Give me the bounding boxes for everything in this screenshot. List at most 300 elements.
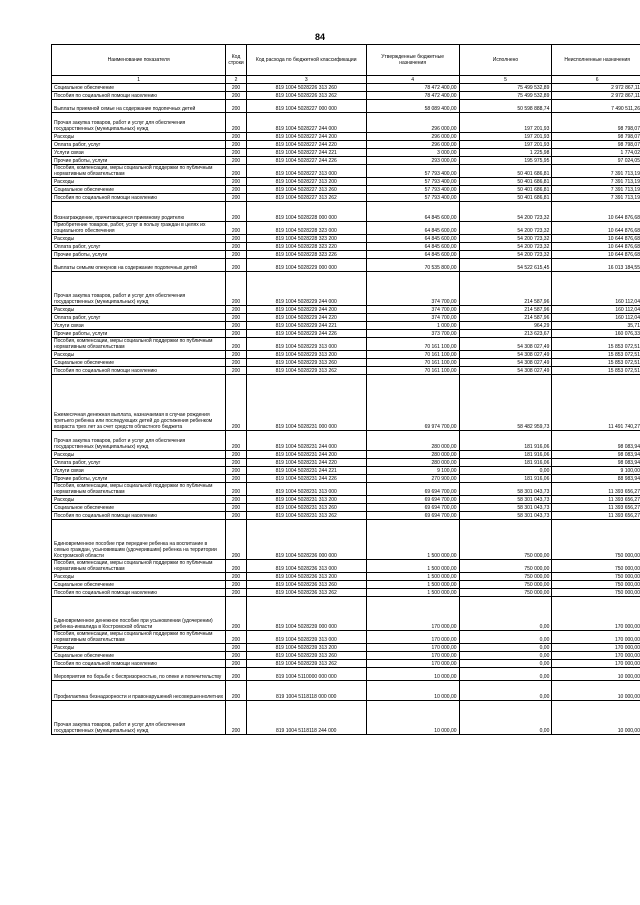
approved-amount-cell: 70 535 800,00 (366, 259, 459, 272)
unexecuted-amount-cell: 98 798,07 (552, 133, 640, 141)
line-code-cell: 200 (226, 306, 246, 314)
unexecuted-amount-cell: 88 983,94 (552, 475, 640, 483)
indicator-name-cell: Прочие работы, услуги (52, 251, 226, 259)
unexecuted-amount-cell: 10 644 876,68 (552, 222, 640, 235)
expense-code-cell: 819 1004 5028226 313 260 (246, 84, 366, 92)
executed-amount-cell: 54 200 723,32 (459, 202, 552, 222)
executed-amount-cell: 54 308 027,49 (459, 359, 552, 367)
unexecuted-amount-cell: 7 391 713,19 (552, 165, 640, 178)
header-executed: Исполнено (459, 45, 552, 76)
unexecuted-amount-cell: 7 391 713,19 (552, 194, 640, 202)
line-code-cell: 200 (226, 631, 246, 644)
column-number: 4 (366, 76, 459, 84)
table-row (52, 235, 640, 243)
approved-amount-cell: 296 000,00 (366, 141, 459, 149)
unexecuted-amount-cell: 10 000,00 (552, 701, 640, 735)
unexecuted-amount-cell: 160 112,04 (552, 306, 640, 314)
table-row (52, 243, 640, 251)
indicator-name-cell: Социальное обеспечение (52, 652, 226, 660)
executed-amount-cell: 0,00 (459, 660, 552, 668)
indicator-name-cell: Профилактика безнадзорности и правонарушений несовершеннолетних (52, 681, 226, 701)
unexecuted-amount-cell: 750 000,00 (552, 589, 640, 597)
approved-amount-cell: 9 100,00 (366, 467, 459, 475)
indicator-name-cell: Пособия по социальной помощи населению (52, 660, 226, 668)
table-row (52, 631, 640, 644)
approved-amount-cell: 70 161 100,00 (366, 359, 459, 367)
unexecuted-amount-cell: 11 393 656,27 (552, 483, 640, 496)
approved-amount-cell: 3 000,00 (366, 149, 459, 157)
line-code-cell: 200 (226, 467, 246, 475)
line-code-cell: 200 (226, 133, 246, 141)
approved-amount-cell: 1 500 000,00 (366, 573, 459, 581)
line-code-cell: 200 (226, 573, 246, 581)
approved-amount-cell: 373 700,00 (366, 330, 459, 338)
unexecuted-amount-cell: 750 000,00 (552, 581, 640, 589)
indicator-name-cell: Пособия, компенсации, меры социальной поддержки по публичным нормативным обязательствам (52, 338, 226, 351)
executed-amount-cell: 0,00 (459, 597, 552, 631)
expense-code-cell: 819 1004 5028239 313 262 (246, 660, 366, 668)
indicator-name-cell: Прочие работы, услуги (52, 157, 226, 165)
table-row (52, 359, 640, 367)
indicator-name-cell: Пособия, компенсации, меры социальной поддержки по публичным нормативным обязательствам (52, 631, 226, 644)
indicator-name-cell: Социальное обеспечение (52, 359, 226, 367)
approved-amount-cell: 58 089 400,00 (366, 100, 459, 113)
line-code-cell: 200 (226, 84, 246, 92)
approved-amount-cell: 78 472 400,00 (366, 84, 459, 92)
expense-code-cell: 819 1004 5028231 244 000 (246, 431, 366, 451)
indicator-name-cell: Расходы (52, 644, 226, 652)
line-code-cell: 200 (226, 668, 246, 681)
unexecuted-amount-cell: 170 000,00 (552, 652, 640, 660)
expense-code-cell: 819 1004 5028239 313 260 (246, 652, 366, 660)
executed-amount-cell: 750 000,00 (459, 560, 552, 573)
table-row (52, 475, 640, 483)
table-row (52, 560, 640, 573)
unexecuted-amount-cell: 10 644 876,68 (552, 235, 640, 243)
line-code-cell: 200 (226, 589, 246, 597)
line-code-cell: 200 (226, 202, 246, 222)
column-number: 6 (552, 76, 640, 84)
indicator-name-cell: Услуги связи (52, 467, 226, 475)
unexecuted-amount-cell: 10 000,00 (552, 668, 640, 681)
expense-code-cell: 819 1004 5028227 244 200 (246, 133, 366, 141)
line-code-cell: 200 (226, 222, 246, 235)
table-row (52, 251, 640, 259)
indicator-name-cell: Прочая закупка товаров, работ и услуг для обеспечения государственных (муниципальных) нужд (52, 272, 226, 306)
expense-code-cell: 819 1004 5118118 244 000 (246, 701, 366, 735)
line-code-cell: 200 (226, 660, 246, 668)
header-approved: Утвержденные бюджетные назначения (366, 45, 459, 76)
table-row (52, 520, 640, 560)
table-row (52, 467, 640, 475)
table-row (52, 100, 640, 113)
unexecuted-amount-cell: 10 644 876,68 (552, 243, 640, 251)
approved-amount-cell: 64 845 600,00 (366, 243, 459, 251)
table-row (52, 194, 640, 202)
table-row (52, 597, 640, 631)
table-row (52, 660, 640, 668)
unexecuted-amount-cell: 98 798,07 (552, 141, 640, 149)
executed-amount-cell: 58 301 043,73 (459, 512, 552, 520)
indicator-name-cell: Пособия, компенсации, меры социальной поддержки по публичным нормативным обязательствам (52, 560, 226, 573)
unexecuted-amount-cell: 160 112,04 (552, 314, 640, 322)
approved-amount-cell: 64 845 600,00 (366, 202, 459, 222)
executed-amount-cell: 214 587,96 (459, 306, 552, 314)
line-code-cell: 200 (226, 186, 246, 194)
unexecuted-amount-cell: 15 853 072,51 (552, 338, 640, 351)
executed-amount-cell: 214 587,96 (459, 272, 552, 306)
table-body (52, 84, 640, 735)
column-number: 3 (246, 76, 366, 84)
unexecuted-amount-cell: 170 000,00 (552, 644, 640, 652)
line-code-cell: 200 (226, 149, 246, 157)
line-code-cell: 200 (226, 113, 246, 133)
unexecuted-amount-cell: 11 393 656,27 (552, 504, 640, 512)
line-code-cell: 200 (226, 367, 246, 375)
executed-amount-cell: 750 000,00 (459, 581, 552, 589)
executed-amount-cell: 54 200 723,32 (459, 235, 552, 243)
approved-amount-cell: 374 700,00 (366, 314, 459, 322)
unexecuted-amount-cell: 11 393 656,27 (552, 496, 640, 504)
expense-code-cell: 819 1004 5028229 244 200 (246, 306, 366, 314)
indicator-name-cell: Пособия по социальной помощи населению (52, 194, 226, 202)
executed-amount-cell: 50 598 888,74 (459, 100, 552, 113)
unexecuted-amount-cell: 7 490 511,26 (552, 100, 640, 113)
indicator-name-cell: Приобретение товаров, работ, услуг в пользу граждан в целях их социального обеспечения (52, 222, 226, 235)
line-code-cell: 200 (226, 314, 246, 322)
executed-amount-cell: 0,00 (459, 631, 552, 644)
unexecuted-amount-cell: 98 083,94 (552, 451, 640, 459)
expense-code-cell: 819 1004 5028231 244 226 (246, 475, 366, 483)
unexecuted-amount-cell: 35,71 (552, 322, 640, 330)
line-code-cell: 200 (226, 178, 246, 186)
line-code-cell: 200 (226, 504, 246, 512)
expense-code-cell: 819 1004 5118118 000 000 (246, 681, 366, 701)
approved-amount-cell: 64 845 600,00 (366, 251, 459, 259)
column-number: 5 (459, 76, 552, 84)
line-code-cell: 200 (226, 165, 246, 178)
unexecuted-amount-cell: 97 024,05 (552, 157, 640, 165)
header-unexecuted: Неисполненные назначения (552, 45, 640, 76)
table-row (52, 306, 640, 314)
table-row (52, 573, 640, 581)
indicator-name-cell: Социальное обеспечение (52, 84, 226, 92)
unexecuted-amount-cell: 15 853 072,51 (552, 351, 640, 359)
executed-amount-cell: 195 975,95 (459, 157, 552, 165)
unexecuted-amount-cell: 98 798,07 (552, 113, 640, 133)
expense-code-cell: 819 1004 5028231 244 221 (246, 467, 366, 475)
expense-code-cell: 819 1004 5028227 244 000 (246, 113, 366, 133)
expense-code-cell: 819 1004 5028229 313 260 (246, 359, 366, 367)
unexecuted-amount-cell: 15 853 072,51 (552, 367, 640, 375)
indicator-name-cell: Оплата работ, услуг (52, 141, 226, 149)
table-row (52, 141, 640, 149)
table-header-row (52, 45, 640, 76)
unexecuted-amount-cell: 2 972 867,11 (552, 84, 640, 92)
executed-amount-cell: 197 201,93 (459, 133, 552, 141)
table-row (52, 149, 640, 157)
table-row (52, 451, 640, 459)
table-row (52, 581, 640, 589)
indicator-name-cell: Пособия по социальной помощи населению (52, 367, 226, 375)
line-code-cell: 200 (226, 235, 246, 243)
expense-code-cell: 819 1004 5028231 313 200 (246, 496, 366, 504)
indicator-name-cell: Расходы (52, 235, 226, 243)
indicator-name-cell: Пособия по социальной помощи населению (52, 92, 226, 100)
expense-code-cell: 819 1004 5028239 313 200 (246, 644, 366, 652)
table-row (52, 113, 640, 133)
approved-amount-cell: 69 694 700,00 (366, 483, 459, 496)
table-row (52, 589, 640, 597)
table-row (52, 483, 640, 496)
unexecuted-amount-cell: 1 774,02 (552, 149, 640, 157)
approved-amount-cell: 64 845 600,00 (366, 222, 459, 235)
line-code-cell: 200 (226, 359, 246, 367)
expense-code-cell: 819 1004 5110000 000 000 (246, 668, 366, 681)
indicator-name-cell: Расходы (52, 133, 226, 141)
line-code-cell: 200 (226, 251, 246, 259)
line-code-cell: 200 (226, 322, 246, 330)
unexecuted-amount-cell: 170 000,00 (552, 660, 640, 668)
approved-amount-cell: 78 472 400,00 (366, 92, 459, 100)
line-code-cell: 200 (226, 652, 246, 660)
unexecuted-amount-cell: 11 491 740,27 (552, 375, 640, 431)
executed-amount-cell: 0,00 (459, 681, 552, 701)
executed-amount-cell: 50 401 686,81 (459, 194, 552, 202)
indicator-name-cell: Вознаграждение, причитающееся приемному родителю (52, 202, 226, 222)
unexecuted-amount-cell: 170 000,00 (552, 631, 640, 644)
unexecuted-amount-cell: 10 644 876,68 (552, 251, 640, 259)
table-row (52, 133, 640, 141)
executed-amount-cell: 50 401 686,81 (459, 165, 552, 178)
expense-code-cell: 819 1004 5028229 244 220 (246, 314, 366, 322)
approved-amount-cell: 1 000,00 (366, 322, 459, 330)
approved-amount-cell: 64 845 600,00 (366, 235, 459, 243)
table-row (52, 351, 640, 359)
line-code-cell: 200 (226, 194, 246, 202)
expense-code-cell: 819 1004 5028229 313 200 (246, 351, 366, 359)
indicator-name-cell: Пособия по социальной помощи населению (52, 512, 226, 520)
expense-code-cell: 819 1004 5028236 313 000 (246, 560, 366, 573)
approved-amount-cell: 69 974 700,00 (366, 375, 459, 431)
expense-code-cell: 819 1004 5028227 244 226 (246, 157, 366, 165)
column-number: 2 (226, 76, 246, 84)
executed-amount-cell: 75 499 532,89 (459, 84, 552, 92)
unexecuted-amount-cell: 11 393 656,27 (552, 512, 640, 520)
indicator-name-cell: Выплаты приемной семье на содержание подопечных детей (52, 100, 226, 113)
unexecuted-amount-cell: 750 000,00 (552, 520, 640, 560)
table-row (52, 322, 640, 330)
indicator-name-cell: Социальное обеспечение (52, 581, 226, 589)
expense-code-cell: 819 1004 5028229 244 000 (246, 272, 366, 306)
table-row (52, 459, 640, 467)
expense-code-cell: 819 1004 5028231 244 200 (246, 451, 366, 459)
line-code-cell: 200 (226, 351, 246, 359)
approved-amount-cell: 10 000,00 (366, 681, 459, 701)
approved-amount-cell: 69 694 700,00 (366, 504, 459, 512)
table-row (52, 178, 640, 186)
column-number-row (52, 76, 640, 84)
approved-amount-cell: 1 500 000,00 (366, 581, 459, 589)
budget-execution-table (51, 44, 640, 735)
expense-code-cell: 819 1004 5028228 323 200 (246, 235, 366, 243)
expense-code-cell: 819 1004 5028228 323 220 (246, 243, 366, 251)
table-row (52, 338, 640, 351)
approved-amount-cell: 1 500 000,00 (366, 589, 459, 597)
approved-amount-cell: 293 000,00 (366, 157, 459, 165)
indicator-name-cell: Единовременное денежное пособие при усыновлении (удочерении) ребенка-инвалида в Костромской области (52, 597, 226, 631)
unexecuted-amount-cell: 15 853 072,51 (552, 359, 640, 367)
table-row (52, 165, 640, 178)
executed-amount-cell: 50 401 686,81 (459, 186, 552, 194)
executed-amount-cell: 750 000,00 (459, 589, 552, 597)
executed-amount-cell: 181 916,06 (459, 431, 552, 451)
table-row (52, 84, 640, 92)
indicator-name-cell: Расходы (52, 178, 226, 186)
approved-amount-cell: 70 161 100,00 (366, 338, 459, 351)
expense-code-cell: 819 1004 5028239 313 000 (246, 631, 366, 644)
table-row (52, 259, 640, 272)
approved-amount-cell: 70 161 100,00 (366, 351, 459, 359)
line-code-cell: 200 (226, 483, 246, 496)
expense-code-cell: 819 1004 5028236 000 000 (246, 520, 366, 560)
executed-amount-cell: 214 587,96 (459, 314, 552, 322)
line-code-cell: 200 (226, 496, 246, 504)
indicator-name-cell: Мероприятия по борьбе с беспризорностью, по опеке и попечительству (52, 668, 226, 681)
indicator-name-cell: Пособия, компенсации, меры социальной поддержки по публичным нормативным обязательствам (52, 483, 226, 496)
approved-amount-cell: 57 793 400,00 (366, 194, 459, 202)
unexecuted-amount-cell: 160 076,33 (552, 330, 640, 338)
approved-amount-cell: 57 793 400,00 (366, 178, 459, 186)
approved-amount-cell: 69 694 700,00 (366, 512, 459, 520)
executed-amount-cell: 0,00 (459, 668, 552, 681)
expense-code-cell: 819 1004 5028229 313 000 (246, 338, 366, 351)
approved-amount-cell: 69 694 700,00 (366, 496, 459, 504)
unexecuted-amount-cell: 750 000,00 (552, 560, 640, 573)
approved-amount-cell: 1 500 000,00 (366, 560, 459, 573)
table-row (52, 701, 640, 735)
approved-amount-cell: 10 000,00 (366, 668, 459, 681)
approved-amount-cell: 280 000,00 (366, 451, 459, 459)
unexecuted-amount-cell: 170 000,00 (552, 597, 640, 631)
approved-amount-cell: 10 000,00 (366, 701, 459, 735)
executed-amount-cell: 0,00 (459, 644, 552, 652)
expense-code-cell: 819 1004 5028227 313 260 (246, 186, 366, 194)
executed-amount-cell: 54 200 723,32 (459, 243, 552, 251)
line-code-cell: 200 (226, 560, 246, 573)
executed-amount-cell: 1 225,98 (459, 149, 552, 157)
line-code-cell: 200 (226, 520, 246, 560)
line-code-cell: 200 (226, 272, 246, 306)
approved-amount-cell: 170 000,00 (366, 652, 459, 660)
executed-amount-cell: 54 308 027,49 (459, 367, 552, 375)
executed-amount-cell: 197 201,93 (459, 113, 552, 133)
approved-amount-cell: 170 000,00 (366, 631, 459, 644)
expense-code-cell: 819 1004 5028239 000 000 (246, 597, 366, 631)
table-row (52, 375, 640, 431)
unexecuted-amount-cell: 98 083,94 (552, 459, 640, 467)
table-row (52, 202, 640, 222)
line-code-cell: 200 (226, 597, 246, 631)
table-row (52, 272, 640, 306)
line-code-cell: 200 (226, 330, 246, 338)
executed-amount-cell: 58 482 959,73 (459, 375, 552, 431)
unexecuted-amount-cell: 10 644 876,68 (552, 202, 640, 222)
indicator-name-cell: Прочие работы, услуги (52, 475, 226, 483)
unexecuted-amount-cell: 9 100,00 (552, 467, 640, 475)
expense-code-cell: 819 1004 5028236 313 260 (246, 581, 366, 589)
executed-amount-cell: 58 301 043,73 (459, 483, 552, 496)
executed-amount-cell: 0,00 (459, 701, 552, 735)
indicator-name-cell: Прочая закупка товаров, работ и услуг для обеспечения государственных (муниципальных) нужд (52, 431, 226, 451)
unexecuted-amount-cell: 2 972 867,11 (552, 92, 640, 100)
header-indicator-name: Наименование показателя (52, 45, 226, 76)
indicator-name-cell: Оплата работ, услуг (52, 243, 226, 251)
expense-code-cell: 819 1004 5028231 313 000 (246, 483, 366, 496)
table-row (52, 504, 640, 512)
indicator-name-cell: Социальное обеспечение (52, 186, 226, 194)
table-row (52, 222, 640, 235)
line-code-cell: 200 (226, 475, 246, 483)
expense-code-cell: 819 1004 5028231 244 220 (246, 459, 366, 467)
expense-code-cell: 819 1004 5028236 313 262 (246, 589, 366, 597)
approved-amount-cell: 374 700,00 (366, 306, 459, 314)
page-number: 84 (314, 32, 325, 42)
approved-amount-cell: 170 000,00 (366, 644, 459, 652)
executed-amount-cell: 54 522 615,45 (459, 259, 552, 272)
unexecuted-amount-cell: 160 112,04 (552, 272, 640, 306)
approved-amount-cell: 170 000,00 (366, 597, 459, 631)
line-code-cell: 200 (226, 243, 246, 251)
table-row (52, 367, 640, 375)
table-row (52, 186, 640, 194)
indicator-name-cell: Социальное обеспечение (52, 504, 226, 512)
line-code-cell: 200 (226, 141, 246, 149)
approved-amount-cell: 57 793 400,00 (366, 165, 459, 178)
executed-amount-cell: 50 401 686,81 (459, 178, 552, 186)
table-row (52, 157, 640, 165)
line-code-cell: 200 (226, 681, 246, 701)
executed-amount-cell: 58 301 043,73 (459, 504, 552, 512)
expense-code-cell: 819 1004 5028228 000 000 (246, 202, 366, 222)
table-row (52, 330, 640, 338)
expense-code-cell: 819 1004 5028227 313 262 (246, 194, 366, 202)
executed-amount-cell: 0,00 (459, 467, 552, 475)
approved-amount-cell: 1 500 000,00 (366, 520, 459, 560)
line-code-cell: 200 (226, 375, 246, 431)
expense-code-cell: 819 1004 5028229 313 262 (246, 367, 366, 375)
executed-amount-cell: 58 301 043,73 (459, 496, 552, 504)
indicator-name-cell: Расходы (52, 573, 226, 581)
expense-code-cell: 819 1004 5028229 244 221 (246, 322, 366, 330)
table-row (52, 496, 640, 504)
table-row (52, 644, 640, 652)
table-row (52, 92, 640, 100)
line-code-cell: 200 (226, 259, 246, 272)
table-row (52, 431, 640, 451)
executed-amount-cell: 213 623,67 (459, 330, 552, 338)
line-code-cell: 200 (226, 338, 246, 351)
indicator-name-cell: Оплата работ, услуг (52, 314, 226, 322)
executed-amount-cell: 181 916,06 (459, 475, 552, 483)
unexecuted-amount-cell: 10 000,00 (552, 681, 640, 701)
expense-code-cell: 819 1004 5028231 000 000 (246, 375, 366, 431)
expense-code-cell: 819 1004 5028226 313 262 (246, 92, 366, 100)
table-row (52, 314, 640, 322)
expense-code-cell: 819 1004 5028227 313 200 (246, 178, 366, 186)
indicator-name-cell: Оплата работ, услуг (52, 459, 226, 467)
header-line-code: Код строки (226, 45, 246, 76)
